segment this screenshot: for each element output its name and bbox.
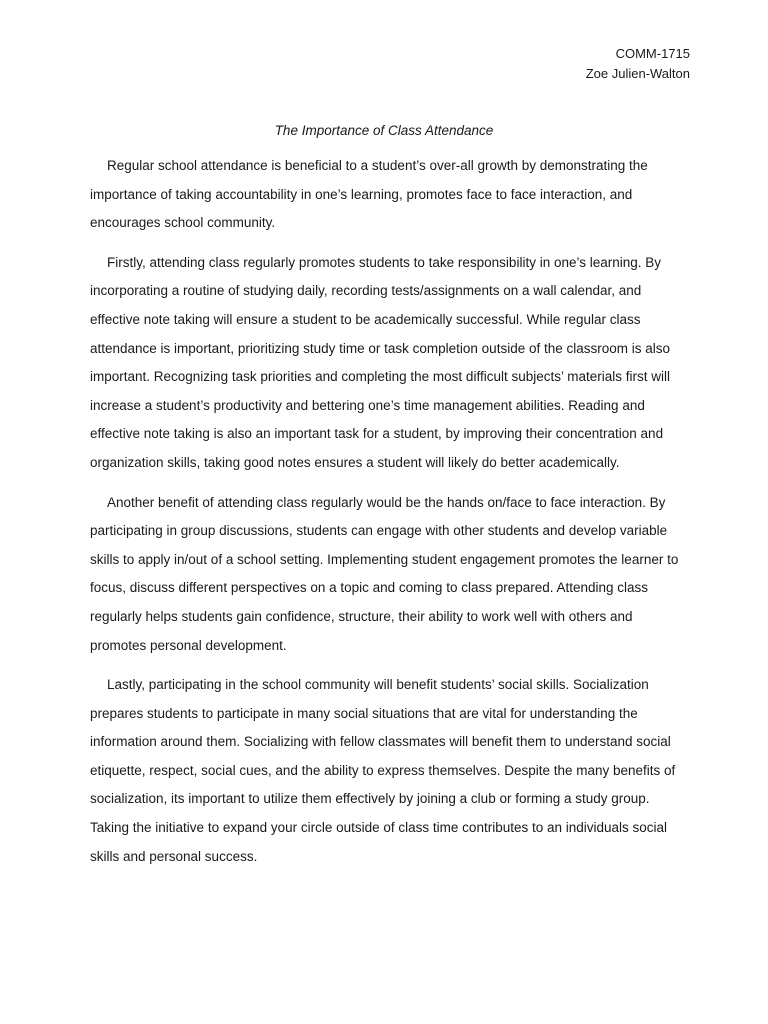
paragraph-intro: Regular school attendance is beneficial to a student’s over-all growth by demonstrating the importance of taking accountability in one’s learning, promotes face to face interaction, and encourages school community. xyxy=(90,158,648,231)
essay-title: The Importance of Class Attendance xyxy=(274,123,494,138)
essay-body xyxy=(90,152,682,882)
paragraph-interaction: Another benefit of attending class regularly would be the hands on/face to face interaction. By participating in group discussions, students can engage with other students and develop variable skills to apply in/out of a school setting. Implementing student engagement promotes the learner to focus, discuss different perspectives on a topic and coming to class prepared. Attending class regularly helps students gain confidence, structure, their ability to work well with others and promotes personal development. xyxy=(90,494,679,653)
author-name: Zoe Julien-Walton xyxy=(585,66,690,81)
course-code: COMM-1715 xyxy=(615,46,690,61)
paragraph-responsibility: Firstly, attending class regularly promotes students to take responsibility in one’s learning. By incorporating a routine of studying daily, recording tests/assignments on a wall calendar, and effective note taking will ensure a student to be academically successful. While regular class attendance is important, prioritizing study time or task completion outside of the classroom is also important. Recognizing task priorities and completing the most difficult subjects’ materials first will increase a student’s productivity and bettering one’s time management abilities. Reading and effective note taking is also an important task for a student, by improving their concentration and organization skills, taking good notes ensures a student will likely do better academically. xyxy=(90,254,671,470)
document-header xyxy=(586,44,690,84)
paragraph-community: Lastly, participating in the school community will benefit students’ social skills. Socialization prepares students to participate in many social situations that are vital for understanding the information around them. Socializing with fellow classmates will benefit them to understand social etiquette, respect, social cues, and the ability to express themselves. Despite the many benefits of socialization, its important to utilize them effectively by joining a club or forming a study group. Taking the initiative to expand your circle outside of class time contributes to an individuals social skills and personal success. xyxy=(90,677,676,864)
